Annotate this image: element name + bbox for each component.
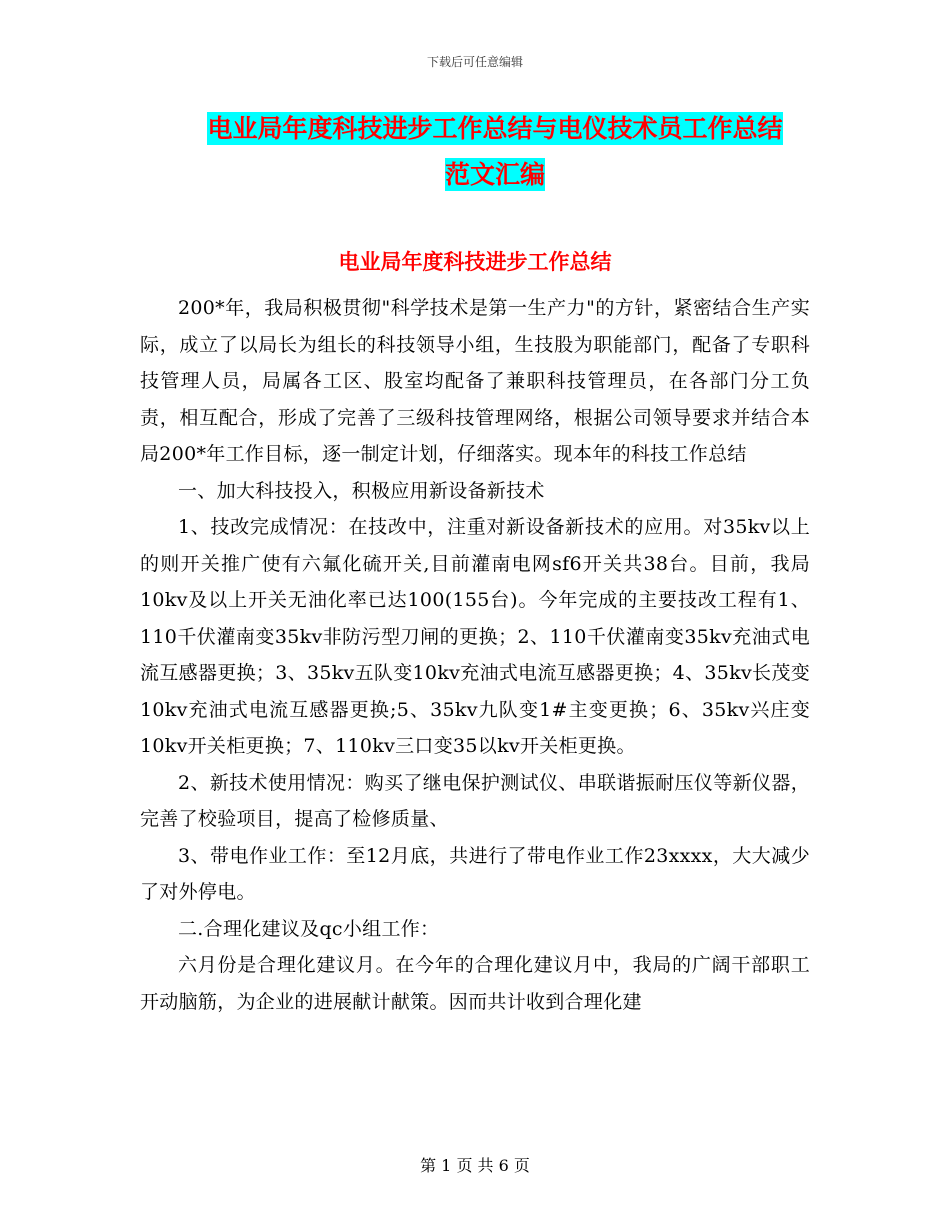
paragraph: 2、新技术使用情况：购买了继电保护测试仪、串联谐振耐压仪等新仪器，完善了校验项目，提高了检修质量、	[140, 771, 810, 830]
document-title-line-1: 电业局年度科技进步工作总结与电仪技术员工作总结	[207, 114, 783, 143]
page-footer-indicator: 第 1 页 共 6 页	[420, 1156, 530, 1175]
paragraph: 六月份是合理化建议月。在今年的合理化建议月中，我局的广阔干部职工开动脑筋，为企业的进展献计献策。因而共计收到合理化建	[140, 954, 810, 1013]
paragraph: 200*年，我局积极贯彻"科学技术是第一生产力"的方针，紧密结合生产实际，成立了以局长为组长的科技领导小组，生技股为职能部门，配备了专职科技管理人员，局属各工区、股室均配备了兼职科技管理员，在各部门分工负责，相互配合，形成了完善了三级科技管理网络，根据公司领导要求并结合本局200*年工作目标，逐一制定计划，仔细落实。现本年的科技工作总结	[140, 297, 810, 465]
document-title-line-2: 范文汇编	[444, 160, 545, 189]
page-header-note: 下载后可任意编辑	[426, 55, 523, 69]
paragraph: 1、技改完成情况：在技改中，注重对新设备新技术的应用。对35kv以上的则开关推广使有六氟化硫开关,目前灌南电网sf6开关共38台。目前，我局10kv及以上开关无油化率已达100(155台)。今年完成的主要技改工程有1、110千伏灌南变35kv非防污型刀闸的更换；2、110千伏灌南变35kv充油式电流互感器更换；3、35kv五队变10kv充油式电流互感器更换；4、35kv长茂变10kv充油式电流互感器更换;5、35kv九队变1#主变更换；6、35kv兴庄变10kv开关柜更换；7、110kv三口变35以kv开关柜更换。	[140, 516, 810, 757]
paragraph: 二.合理化建议及qc小组工作：	[178, 917, 440, 940]
paragraph: 一、加大科技投入，积极应用新设备新技术	[178, 479, 545, 502]
document-title	[140, 106, 850, 198]
document-body	[140, 290, 810, 1020]
section-title: 电业局年度科技进步工作总结	[338, 250, 612, 274]
paragraph: 3、带电作业工作：至12月底，共进行了带电作业工作23xxxx，大大减少了对外停电。	[140, 844, 810, 903]
